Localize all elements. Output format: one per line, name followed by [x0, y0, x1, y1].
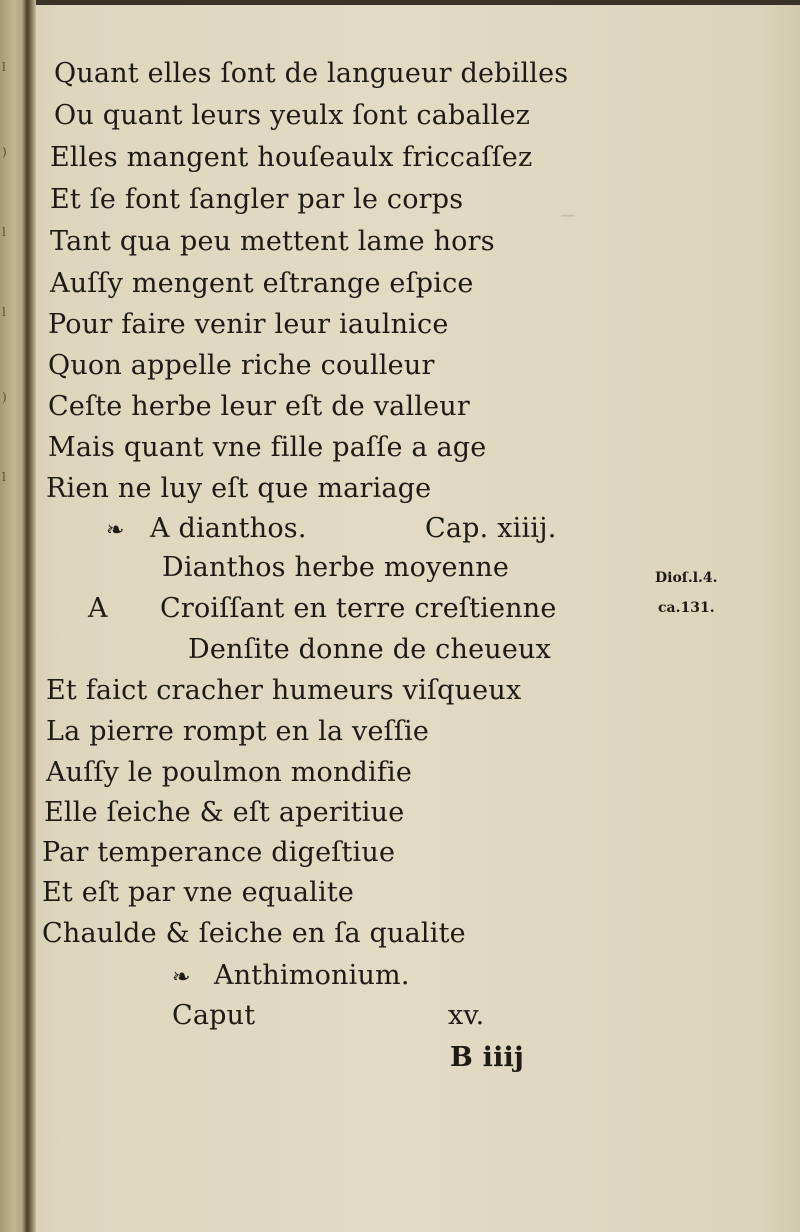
verse-line: Dianthos herbe moyenne [162, 552, 510, 583]
verse-line: Et ſe font ſangler par le corps [50, 184, 464, 215]
gutter-mark: ) [2, 145, 7, 159]
verse-line: Quon appelle riche coulleur [48, 350, 435, 381]
verse-line: Croiſſant en terre creſtienne [160, 593, 557, 624]
signature-mark: B iiij [450, 1042, 524, 1073]
verse-line: Elle ſeiche & eſt aperitiue [44, 797, 405, 828]
verse-line: Ou quant leurs yeulx ſont caballez [54, 100, 531, 131]
gutter-mark: l [2, 305, 6, 319]
verse-line: Rien ne luy eſt que mariage [46, 473, 432, 504]
verse-line: Auſſy le poulmon mondifie [46, 757, 413, 788]
margin-note-line: ca.131. [658, 600, 715, 616]
verse-line: La pierre rompt en la veſſie [46, 716, 430, 747]
verse-line: Denſite donne de cheueux [188, 634, 552, 665]
chapter-title: A dianthos. [150, 513, 307, 544]
verse-line: Par temperance digeſtiue [42, 837, 396, 868]
verse-line: Mais quant vne fille paſſe a age [48, 432, 487, 463]
page-top-edge [0, 0, 800, 5]
fleuron-icon: ❧ [106, 518, 125, 543]
verse-line: Et faict cracher humeurs viſqueux [46, 675, 522, 706]
chapter-title: Anthimonium. [214, 960, 410, 991]
verse-line: Pour faire venir leur iaulnice [48, 309, 449, 340]
verse-line: Et eſt par vne equalite [42, 877, 355, 908]
verse-line: Chaulde & ſeiche en ſa qualite [42, 918, 466, 949]
fleuron-icon: ❧ [172, 965, 191, 990]
verse-line: Quant elles ſont de langueur debilles [54, 58, 569, 89]
verse-line: Elles mangent houſeaulx friccaſſez [50, 142, 533, 173]
book-gutter [0, 0, 36, 1232]
verse-line: Ceſte herbe leur eſt de valleur [48, 391, 470, 422]
margin-note-line: Dioſ.l.4. [655, 570, 718, 586]
gutter-mark: ) [2, 390, 7, 404]
margin-letter: A [88, 593, 108, 624]
caput-label: Caput [172, 1000, 256, 1031]
verse-line: Tant qua peu mettent lame hors [50, 226, 495, 257]
chapter-number: xv. [448, 1000, 485, 1031]
gutter-mark: l [2, 470, 6, 484]
verse-line: Auſſy mengent eſtrange eſpice [50, 268, 474, 299]
chapter-number: Cap. xiiij. [425, 513, 557, 544]
gutter-mark: l [2, 60, 6, 74]
gutter-mark: l [2, 225, 6, 239]
